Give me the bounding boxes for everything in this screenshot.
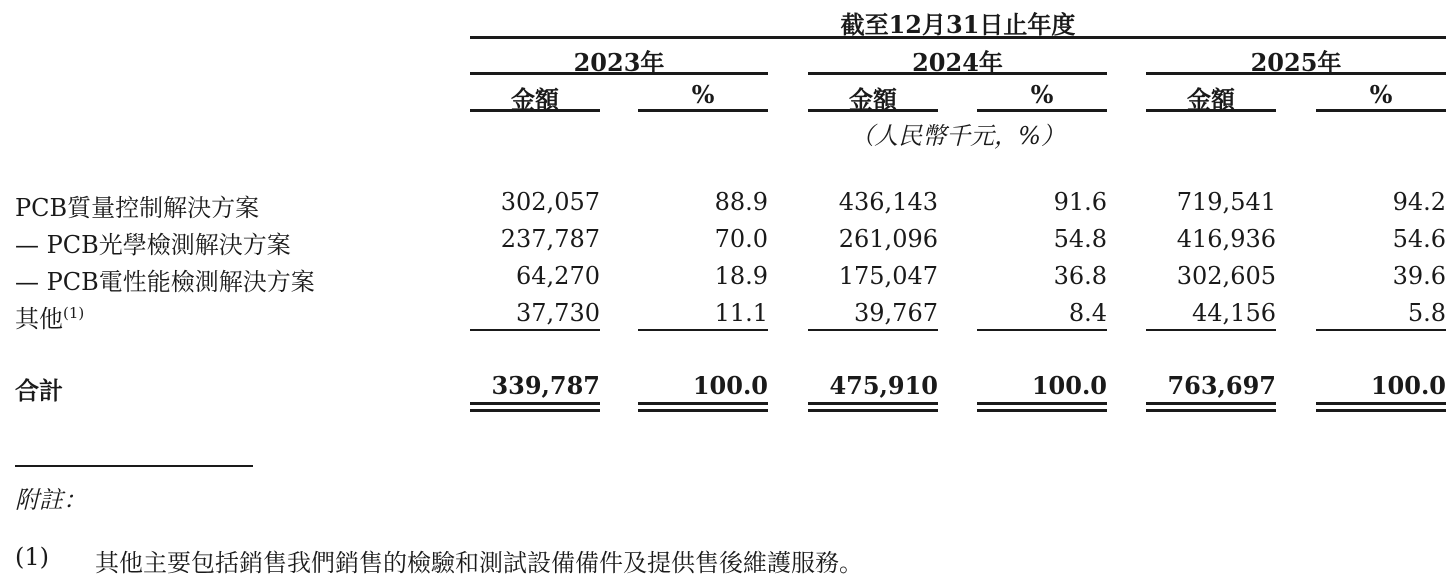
col-pct-2024: % xyxy=(1030,80,1054,109)
total-label: 合計 xyxy=(15,376,63,405)
footnote-ref: (1) xyxy=(63,304,85,322)
table-cell: 39,767 xyxy=(854,299,938,327)
col-rule xyxy=(470,109,600,112)
row-label-text: 其他 xyxy=(15,305,63,333)
table-cell: 94.2 xyxy=(1392,188,1446,216)
table-cell: 719,541 xyxy=(1176,188,1276,216)
table-cell: 302,605 xyxy=(1176,262,1276,290)
year-2024: 2024年 xyxy=(912,48,1003,77)
col-rule xyxy=(977,109,1107,112)
row-label xyxy=(15,299,84,334)
table-cell: 88.9 xyxy=(714,188,768,216)
notes-separator xyxy=(15,465,253,467)
row-label-text: PCB質量控制解決方案 xyxy=(15,194,260,222)
total-cell: 475,910 xyxy=(829,371,938,400)
total-double-rule xyxy=(808,402,938,412)
col-rule xyxy=(1316,109,1446,112)
row-label xyxy=(15,225,291,260)
total-cell: 100.0 xyxy=(1370,371,1446,400)
year-rule-2025 xyxy=(1146,72,1446,75)
col-amount-2024: 金額 xyxy=(849,85,897,114)
table-cell: 302,057 xyxy=(500,188,600,216)
col-rule xyxy=(638,109,768,112)
note-text: 其他主要包括銷售我們銷售的檢驗和測試設備備件及提供售後維護服務。 xyxy=(95,549,863,577)
total-cell: 100.0 xyxy=(1031,371,1107,400)
table-cell: 416,936 xyxy=(1176,225,1276,253)
header-rule xyxy=(470,36,1446,39)
note-marker: (1) xyxy=(15,543,49,571)
notes-heading: 附註： xyxy=(15,486,87,514)
col-amount-2025: 金額 xyxy=(1187,85,1235,114)
total-double-rule xyxy=(1316,402,1446,412)
table-cell: 8.4 xyxy=(1068,299,1107,327)
total-double-rule xyxy=(638,402,768,412)
table-cell: 237,787 xyxy=(500,225,600,253)
year-rule-2024 xyxy=(808,72,1107,75)
total-cell: 339,787 xyxy=(491,371,600,400)
row-label-text: — PCB電性能檢測解決方案 xyxy=(15,268,315,296)
table-cell: 54.8 xyxy=(1053,225,1107,253)
table-cell: 54.6 xyxy=(1392,225,1446,253)
row-label xyxy=(15,262,315,297)
table-cell: 64,270 xyxy=(516,262,600,290)
unit-note: （人民幣千元，%） xyxy=(850,122,1065,150)
period-title: 截至12月31日止年度 xyxy=(840,10,1076,39)
table-cell: 436,143 xyxy=(838,188,938,216)
total-double-rule xyxy=(470,402,600,412)
total-double-rule xyxy=(1146,402,1276,412)
total-cell: 763,697 xyxy=(1167,371,1276,400)
total-double-rule xyxy=(977,402,1107,412)
table-cell: 18.9 xyxy=(714,262,768,290)
year-2023: 2023年 xyxy=(573,48,665,77)
table-cell: 70.0 xyxy=(714,225,768,253)
row-label-text: — PCB光學檢測解決方案 xyxy=(15,231,291,259)
table-cell: 39.6 xyxy=(1392,262,1446,290)
subtotal-rule xyxy=(808,329,938,331)
col-amount-2023: 金額 xyxy=(511,85,559,114)
table-cell: 5.8 xyxy=(1407,299,1446,327)
table-cell: 37,730 xyxy=(516,299,600,327)
year-rule-2023 xyxy=(470,72,768,75)
col-rule xyxy=(808,109,938,112)
row-label xyxy=(15,188,259,223)
subtotal-rule xyxy=(977,329,1107,331)
total-cell: 100.0 xyxy=(692,371,768,400)
table-cell: 11.1 xyxy=(714,299,768,327)
year-2025: 2025年 xyxy=(1250,48,1342,77)
col-pct-2023: % xyxy=(691,80,715,109)
table-cell: 175,047 xyxy=(838,262,938,290)
table-cell: 261,096 xyxy=(838,225,938,253)
table-cell: 36.8 xyxy=(1053,262,1107,290)
subtotal-rule xyxy=(1146,329,1276,331)
table-cell: 44,156 xyxy=(1192,299,1276,327)
subtotal-rule xyxy=(638,329,768,331)
subtotal-rule xyxy=(470,329,600,331)
col-rule xyxy=(1146,109,1276,112)
col-pct-2025: % xyxy=(1369,80,1393,109)
subtotal-rule xyxy=(1316,329,1446,331)
table-cell: 91.6 xyxy=(1053,188,1107,216)
